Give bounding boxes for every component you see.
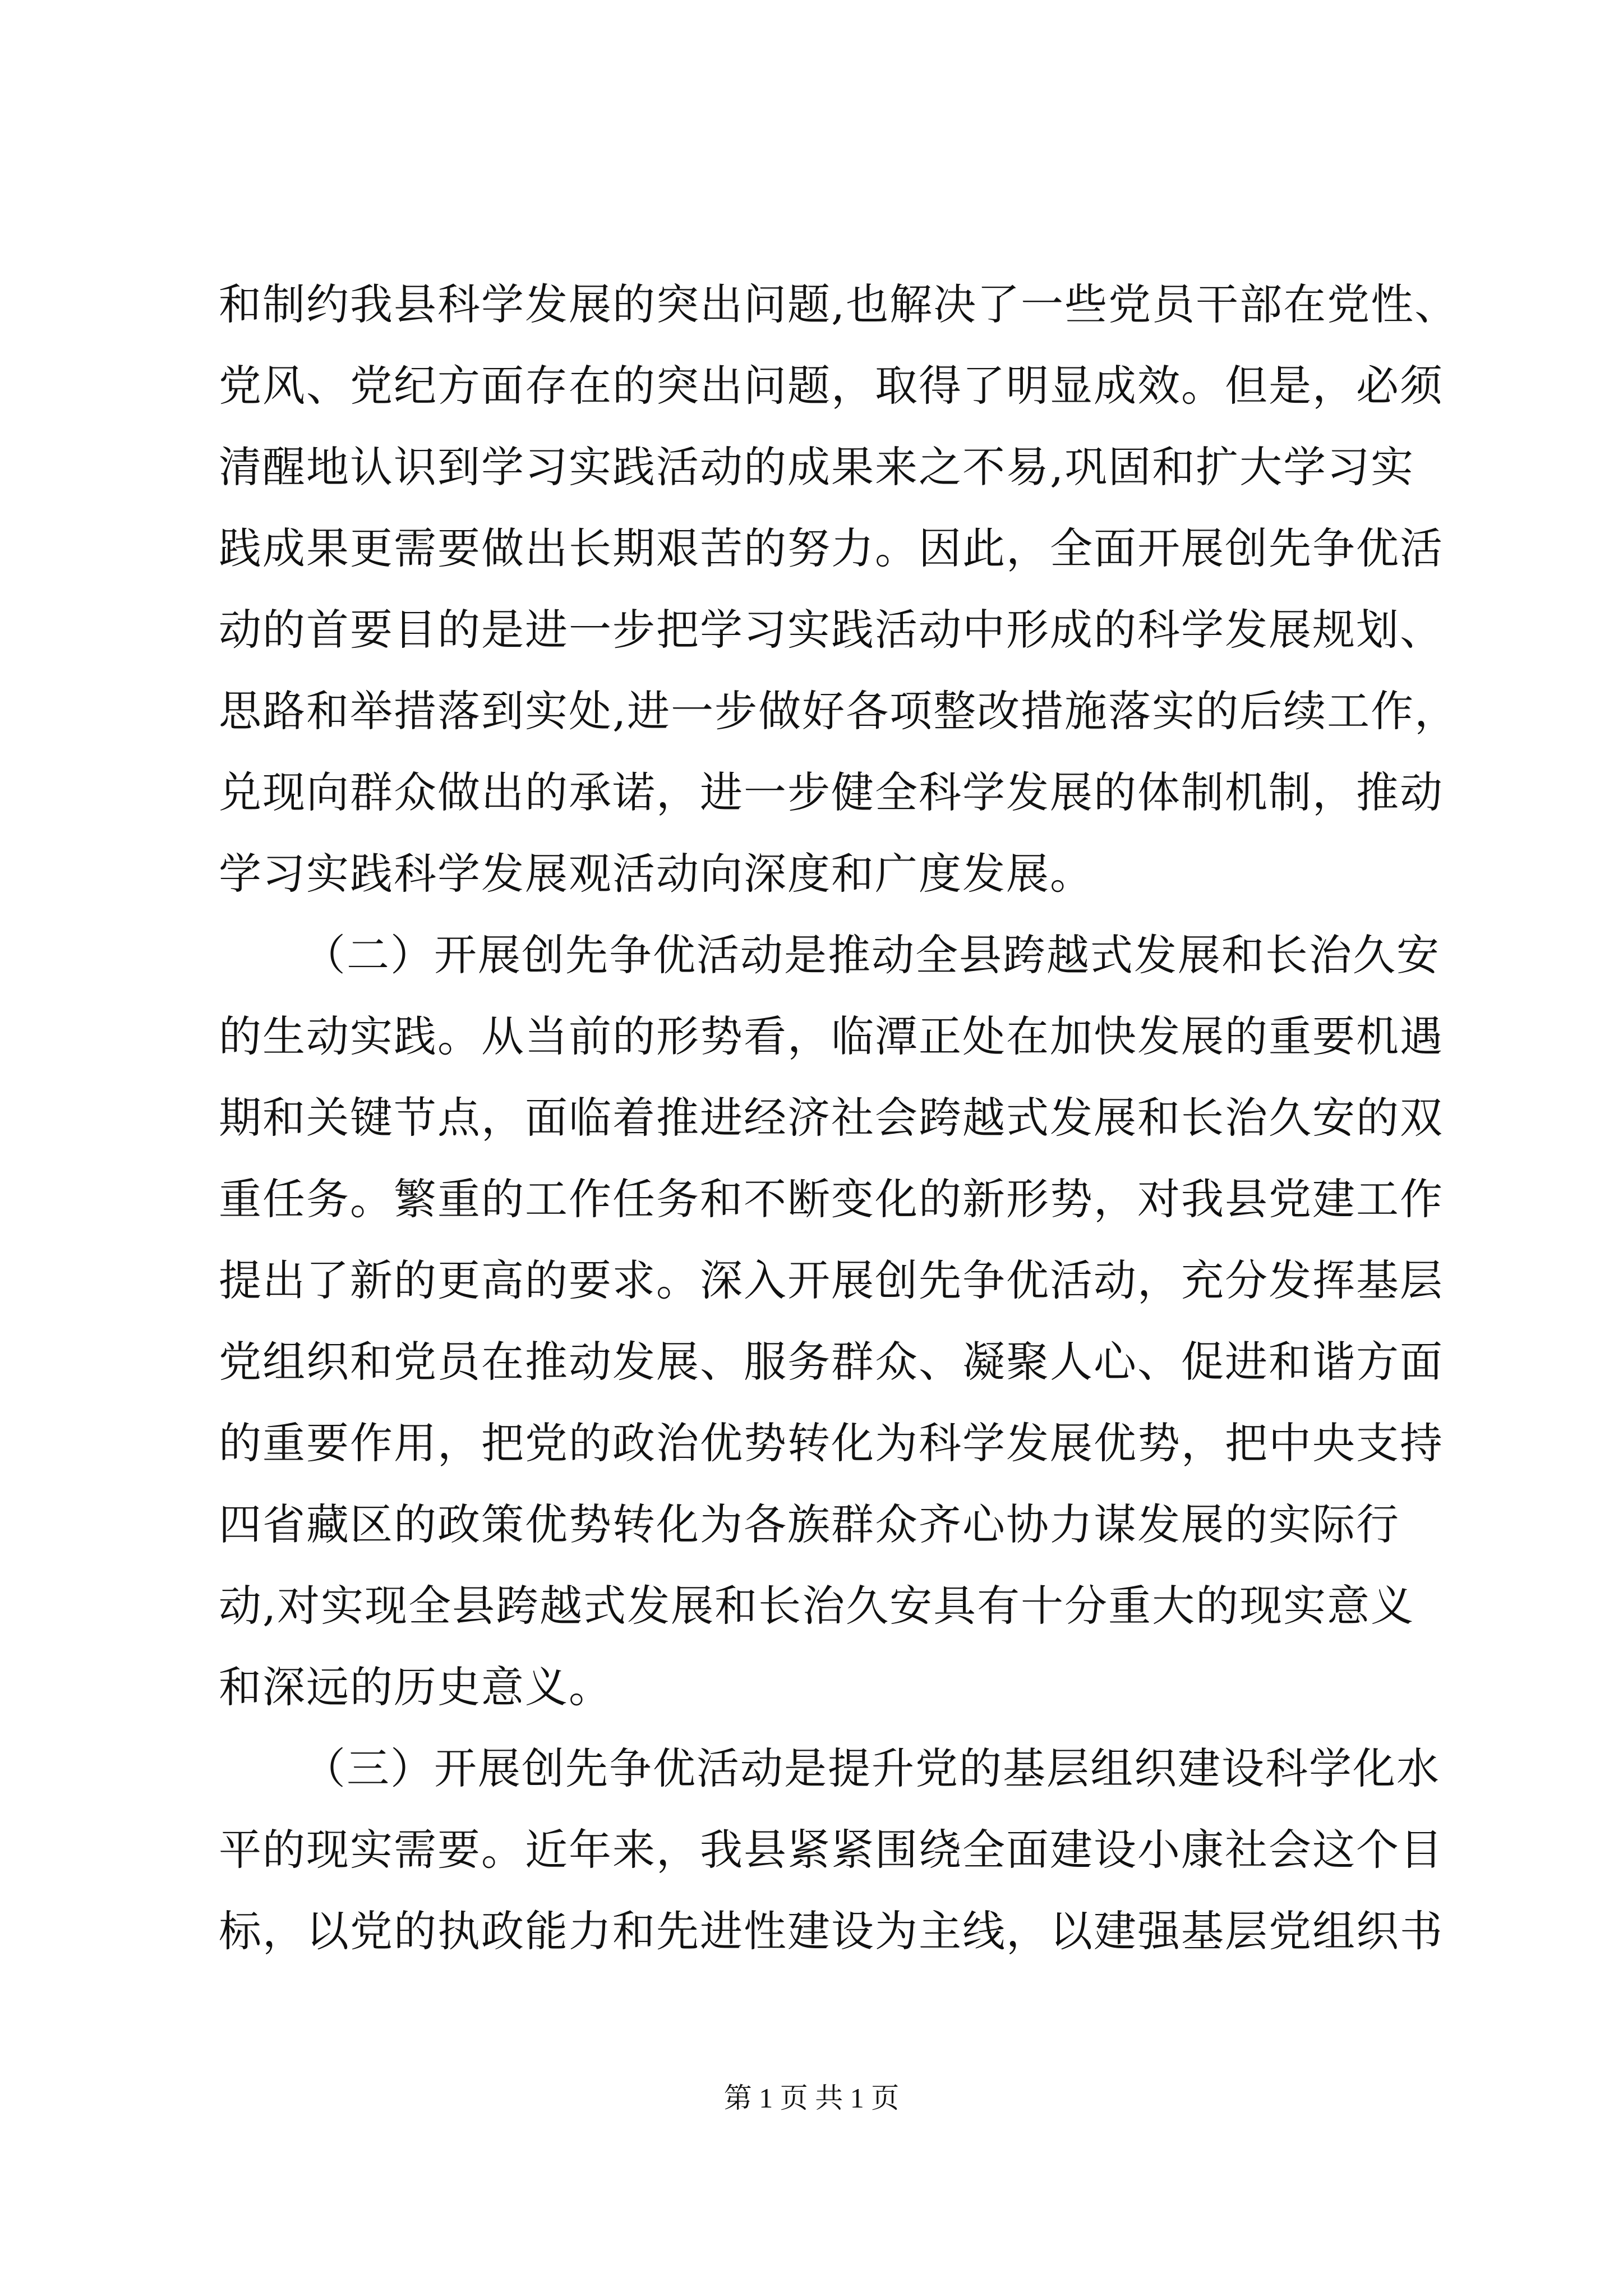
text-line-2: 党风、党纪方面存在的突出问题，取得了明显成效。但是，必须	[219, 361, 1444, 411]
text-line-5: 动的首要目的是进一步把学习实践活动中形成的科学发展规划、	[219, 605, 1444, 655]
text-line-17: 动,对实现全县跨越式发展和长治久安具有十分重大的现实意义	[219, 1581, 1415, 1631]
text-line-11: 期和关键节点，面临着推进经济社会跨越式发展和长治久安的双	[219, 1093, 1444, 1143]
text-line-15: 的重要作用，把党的政治优势转化为科学发展优势，把中央支持	[219, 1418, 1444, 1468]
text-line-21: 标，以党的执政能力和先进性建设为主线，以建强基层党组织书	[219, 1906, 1444, 1956]
text-line-8: 学习实践科学发展观活动向深度和广度发展。	[219, 849, 1094, 899]
page-number-footer: 第 1 页 共 1 页	[723, 2082, 900, 2114]
text-line-9: （二）开展创先争优活动是推动全县跨越式发展和长治久安	[303, 930, 1440, 980]
text-line-14: 党组织和党员在推动发展、服务群众、凝聚人心、促进和谐方面	[219, 1337, 1444, 1387]
text-line-18: 和深远的历史意义。	[219, 1662, 612, 1712]
text-line-16: 四省藏区的政策优势转化为各族群众齐心协力谋发展的实际行	[219, 1499, 1400, 1549]
text-line-3: 清醒地认识到学习实践活动的成果来之不易,巩固和扩大学习实	[219, 442, 1415, 492]
text-line-4: 践成果更需要做出长期艰苦的努力。因此，全面开展创先争优活	[219, 523, 1444, 573]
document-body	[219, 264, 1459, 1972]
text-line-13: 提出了新的更高的要求。深入开展创先争优活动，充分发挥基层	[219, 1255, 1444, 1305]
text-line-12: 重任务。繁重的工作任务和不断变化的新形势，对我县党建工作	[219, 1174, 1444, 1224]
text-line-7: 兑现向群众做出的承诺，进一步健全科学发展的体制机制，推动	[219, 767, 1444, 817]
text-line-20: 平的现实需要。近年来，我县紧紧围绕全面建设小康社会这个目	[219, 1825, 1444, 1875]
text-line-6: 思路和举措落到实处,进一步做好各项整改措施落实的后续工作，	[219, 686, 1459, 736]
text-line-19: （三）开展创先争优活动是提升党的基层组织建设科学化水	[303, 1743, 1440, 1793]
text-line-1: 和制约我县科学发展的突出问题,也解决了一些党员干部在党性、	[219, 279, 1459, 329]
text-line-10: 的生动实践。从当前的形势看，临潭正处在加快发展的重要机遇	[219, 1011, 1444, 1061]
